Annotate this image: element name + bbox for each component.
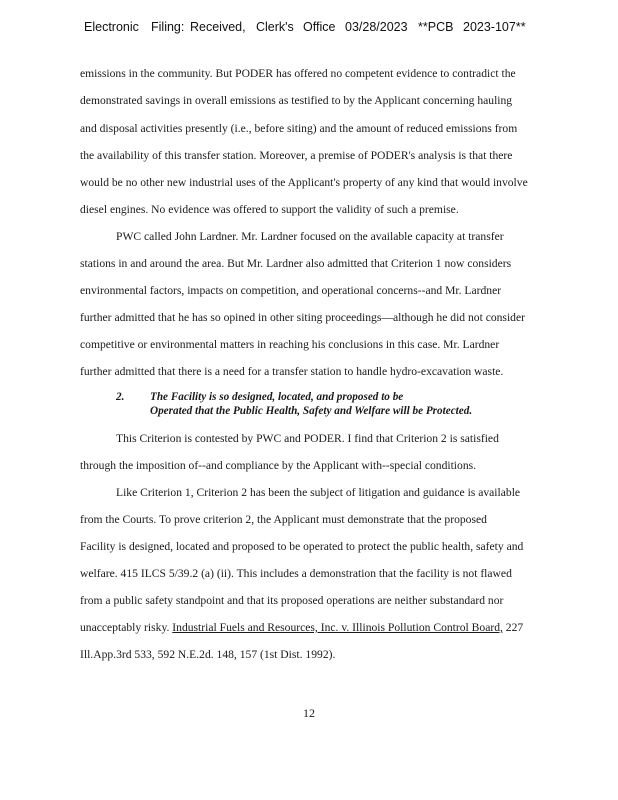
section-heading-line1: The Facility is so designed, located, and proposed to be	[150, 391, 404, 403]
header-case: **PCB	[418, 20, 454, 34]
text-line: from a public safety standpoint and that its proposed operations are neither substandard nor	[80, 594, 504, 607]
text-line: competitive or environmental matters in reaching his conclusions in this case. Mr. Lardner	[80, 338, 500, 351]
text-line: This Criterion is contested by PWC and PODER. I find that Criterion 2 is satisfied	[116, 432, 499, 445]
header-filing: Filing:	[151, 20, 185, 34]
header-clerks: Clerk's	[256, 20, 294, 34]
text-line: environmental factors, impacts on competition, and operational concerns--and Mr. Lardner	[80, 284, 502, 297]
header-electronic: Electronic	[84, 20, 139, 34]
text-line: stations in and around the area. But Mr. Lardner also admitted that Criterion 1 now considers	[80, 257, 512, 270]
text-line: would be no other new industrial uses of the Applicant's property of any kind that would involve	[80, 176, 528, 189]
case-citation: Industrial Fuels and Resources, Inc. v. Illinois Pollution Control Board,	[172, 621, 503, 634]
citation-line	[80, 621, 523, 635]
text-line: Facility is designed, located and proposed to be operated to protect the public health, safety and	[80, 540, 524, 553]
section-number: 2.	[116, 391, 125, 403]
section-heading-line2: Operated that the Public Health, Safety and Welfare will be Protected.	[150, 405, 473, 417]
header-date: 03/28/2023	[345, 20, 408, 34]
text-line: and disposal activities presently (i.e., before siting) and the amount of reduced emissions from	[80, 122, 518, 135]
text-line: emissions in the community. But PODER has offered no competent evidence to contradict the	[80, 67, 516, 80]
page-number: 12	[303, 706, 315, 720]
text-line: from the Courts. To prove criterion 2, the Applicant must demonstrate that the proposed	[80, 513, 487, 526]
text-line: welfare. 415 ILCS 5/39.2 (a) (ii). This includes a demonstration that the facility is not flawed	[80, 567, 512, 580]
citation-line-end: Ill.App.3rd 533, 592 N.E.2d. 148, 157 (1st Dist. 1992).	[80, 648, 336, 661]
header-number: 2023-107**	[463, 20, 526, 34]
header-office: Office	[303, 20, 336, 34]
text-line: demonstrated savings in overall emissions as testified to by the Applicant concerning hauling	[80, 94, 513, 107]
text-line: further admitted that there is a need for a transfer station to handle hydro-excavation waste.	[80, 365, 504, 378]
citation-volume: 227	[502, 621, 524, 634]
text-line: diesel engines. No evidence was offered to support the validity of such a premise.	[80, 203, 459, 216]
text-line: the availability of this transfer station. Moreover, a premise of PODER's analysis is that there	[80, 149, 513, 162]
text-line: through the imposition of--and compliance by the Applicant with--special conditions.	[80, 459, 477, 472]
text-line: Like Criterion 1, Criterion 2 has been the subject of litigation and guidance is available	[116, 486, 521, 499]
text-line: PWC called John Lardner. Mr. Lardner focused on the available capacity at transfer	[116, 230, 504, 243]
text-line: further admitted that he has so opined in other siting proceedings—although he did not consider	[80, 311, 525, 324]
header-received: Received,	[190, 20, 246, 34]
text-fragment: unacceptably risky.	[80, 621, 170, 634]
